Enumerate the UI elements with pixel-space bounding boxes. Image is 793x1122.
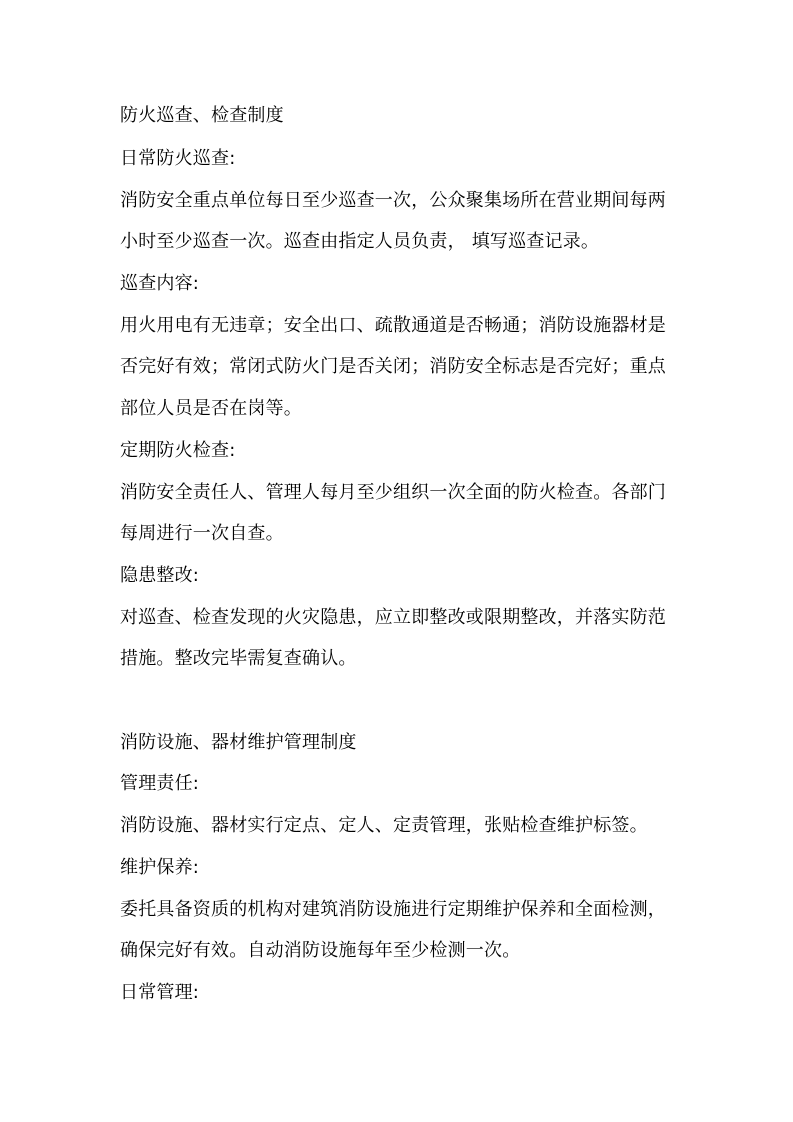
paragraph-maintenance-line-1: 委托具备资质的机构对建筑消防设施进行定期维护保养和全面检测， <box>120 899 666 920</box>
heading-daily-management: 日常管理: <box>120 982 200 1003</box>
heading-maintenance: 维护保养: <box>120 857 200 878</box>
section-title-facility-maintenance: 消防设施、器材维护管理制度 <box>120 732 357 753</box>
heading-management-responsibility: 管理责任: <box>120 773 200 794</box>
paragraph-patrol-content-line-2: 否完好有效；常闭式防火门是否关闭；消防安全标志是否完好；重点 <box>120 356 666 377</box>
section-title-fire-inspection: 防火巡查、检查制度 <box>120 105 284 126</box>
paragraph-periodic-inspection-line-1: 消防安全责任人、管理人每月至少组织一次全面的防火检查。各部门 <box>120 482 666 503</box>
paragraph-maintenance-line-2: 确保完好有效。自动消防设施每年至少检测一次。 <box>120 940 521 961</box>
heading-daily-patrol: 日常防火巡查: <box>120 148 236 169</box>
heading-hazard-rectification: 隐患整改: <box>120 565 200 586</box>
paragraph-periodic-inspection-line-2: 每周进行一次自查。 <box>120 523 284 544</box>
paragraph-patrol-content-line-1: 用火用电有无违章；安全出口、疏散通道是否畅通；消防设施器材是 <box>120 315 666 336</box>
heading-patrol-content: 巡查内容: <box>120 273 200 294</box>
paragraph-daily-patrol-line-1: 消防安全重点单位每日至少巡查一次，公众聚集场所在营业期间每两 <box>120 190 666 211</box>
paragraph-daily-patrol-line-2: 小时至少巡查一次。巡查由指定人员负责， 填写巡查记录。 <box>120 231 600 252</box>
paragraph-hazard-rectification-line-1: 对巡查、检查发现的火灾隐患，应立即整改或限期整改，并落实防范 <box>120 607 666 628</box>
paragraph-management-responsibility: 消防设施、器材实行定点、定人、定责管理，张贴检查维护标签。 <box>120 815 648 836</box>
paragraph-patrol-content-line-3: 部位人员是否在岗等。 <box>120 398 302 419</box>
heading-periodic-inspection: 定期防火检查: <box>120 440 236 461</box>
paragraph-hazard-rectification-line-2: 措施。整改完毕需复查确认。 <box>120 648 357 669</box>
